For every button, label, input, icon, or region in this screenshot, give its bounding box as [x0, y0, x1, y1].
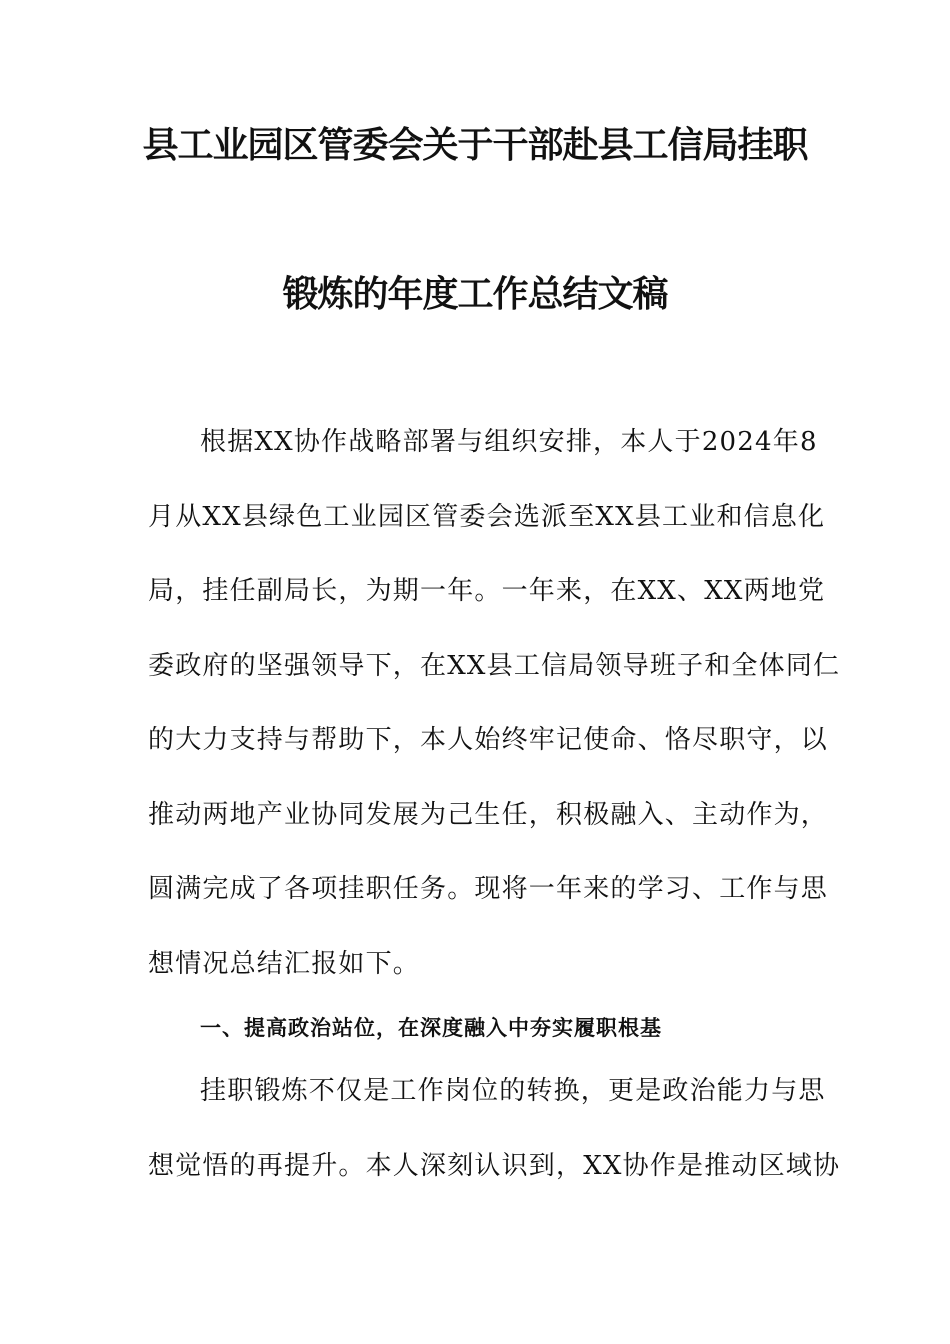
- document-title-line-2: 锻炼的年度工作总结文稿: [282, 274, 668, 315]
- paragraph-line: 的大力支持与帮助下，本人始终牢记使命、恪尽职守，以: [148, 725, 829, 755]
- paragraph-line: 挂职锻炼不仅是工作岗位的转换，更是政治能力与思: [200, 1076, 826, 1106]
- paragraph-line: 想情况总结汇报如下。: [148, 949, 421, 979]
- paragraph-line: 圆满完成了各项挂职任务。现将一年来的学习、工作与思: [148, 874, 829, 904]
- paragraph-line: 月从XX县绿色工业园区管委会选派至XX县工业和信息化: [148, 502, 826, 532]
- section-heading: 一、提高政治站位，在深度融入中夯实履职根基: [200, 1015, 662, 1040]
- paragraph-line: 推动两地产业协同发展为己生任，积极融入、主动作为，: [148, 800, 829, 830]
- document-title-line-1: 县工业园区管委会关于干部赴县工信局挂职: [142, 125, 808, 166]
- paragraph-line: 根据XX协作战略部署与组织安排，本人于2024年8: [200, 427, 818, 457]
- paragraph-line: 想觉悟的再提升。本人深刻认识到，XX协作是推动区域协: [148, 1151, 841, 1181]
- paragraph-line: 局，挂任副局长，为期一年。一年来，在XX、XX两地党: [148, 576, 826, 606]
- paragraph-line: 委政府的坚强领导下，在XX县工信局领导班子和全体同仁: [148, 651, 841, 681]
